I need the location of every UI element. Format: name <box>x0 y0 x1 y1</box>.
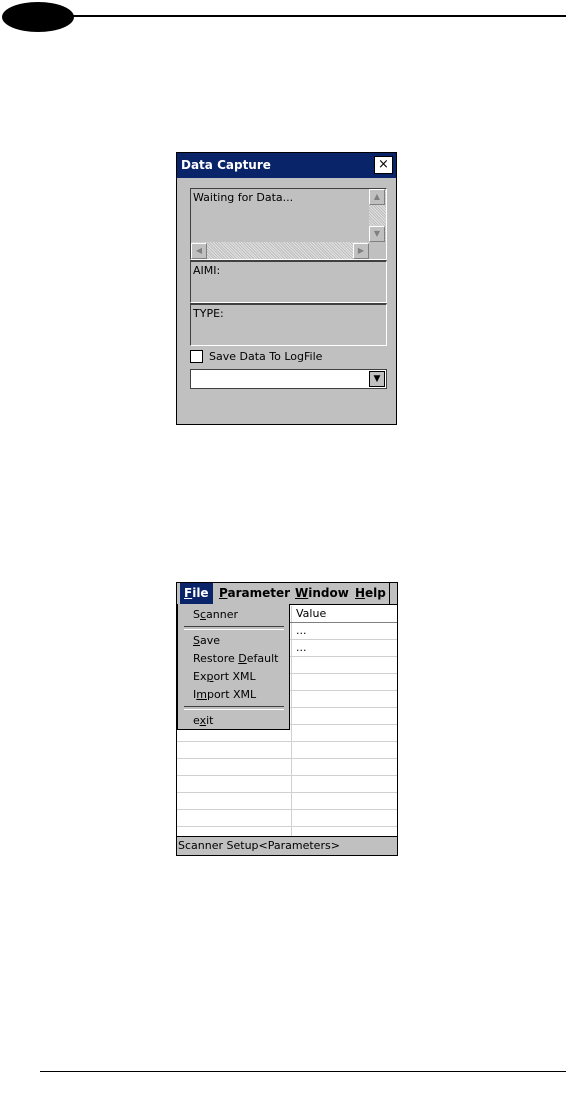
scroll-up-icon[interactable]: ▲ <box>369 189 385 205</box>
menu-item-scanner[interactable]: Scanner <box>193 608 239 621</box>
type-label: TYPE: <box>193 307 224 320</box>
menu-item-exit[interactable]: exit <box>193 714 214 727</box>
table-row[interactable] <box>177 759 397 776</box>
scanner-setup-window <box>176 582 398 856</box>
menu-separator <box>184 626 284 630</box>
value-cell[interactable]: ... <box>296 624 307 637</box>
menu-item-export-xml[interactable]: Export XML <box>193 670 256 683</box>
parameter-cell[interactable] <box>177 759 292 775</box>
menu-parameter[interactable]: Parameter <box>219 586 291 600</box>
menu-help[interactable]: Help <box>355 586 386 600</box>
menu-file[interactable]: File <box>180 583 213 604</box>
menu-item-save[interactable]: Save <box>193 634 221 647</box>
save-logfile-checkbox[interactable] <box>190 350 203 363</box>
data-text: Waiting for Data... <box>193 191 294 204</box>
scroll-left-icon[interactable]: ◀ <box>191 243 207 259</box>
dialog-title: Data Capture <box>181 158 271 172</box>
logfile-combo[interactable] <box>190 369 387 389</box>
menu-item-restore-default[interactable]: Restore Default <box>193 652 279 665</box>
value-column-header: Value <box>296 607 327 620</box>
type-field <box>190 303 387 346</box>
parameter-cell[interactable] <box>177 776 292 792</box>
header-rule <box>40 15 566 17</box>
footer-rule <box>40 1071 566 1072</box>
parameter-cell[interactable] <box>177 793 292 809</box>
dropdown-arrow-icon[interactable]: ▼ <box>369 371 385 387</box>
data-textarea[interactable] <box>190 188 387 260</box>
table-row[interactable] <box>177 810 397 827</box>
data-capture-dialog <box>176 152 397 425</box>
aimi-field <box>190 260 387 303</box>
menu-window[interactable]: Window <box>295 586 349 600</box>
vertical-scrollbar[interactable] <box>369 189 386 242</box>
table-row[interactable] <box>177 793 397 810</box>
status-bar: Scanner Setup<Parameters> <box>177 836 397 855</box>
parameter-cell[interactable] <box>177 810 292 826</box>
aimi-label: AIMI: <box>193 264 221 277</box>
chapter-tab <box>2 2 74 32</box>
dialog-titlebar <box>177 153 396 178</box>
parameter-cell[interactable] <box>177 742 292 758</box>
save-logfile-label: Save Data To LogFile <box>209 350 323 363</box>
close-button[interactable]: × <box>374 156 393 174</box>
menu-item-import-xml[interactable]: Import XML <box>193 688 257 701</box>
menu-separator <box>184 706 284 710</box>
table-row[interactable] <box>177 776 397 793</box>
horizontal-scrollbar[interactable] <box>191 242 369 259</box>
scroll-right-icon[interactable]: ▶ <box>353 243 369 259</box>
menu-bar <box>177 583 397 605</box>
scrollbar-corner <box>369 242 386 259</box>
value-cell[interactable]: ... <box>296 641 307 654</box>
scroll-down-icon[interactable]: ▼ <box>369 226 385 242</box>
file-menu-dropdown <box>177 604 290 730</box>
table-row[interactable] <box>177 742 397 759</box>
